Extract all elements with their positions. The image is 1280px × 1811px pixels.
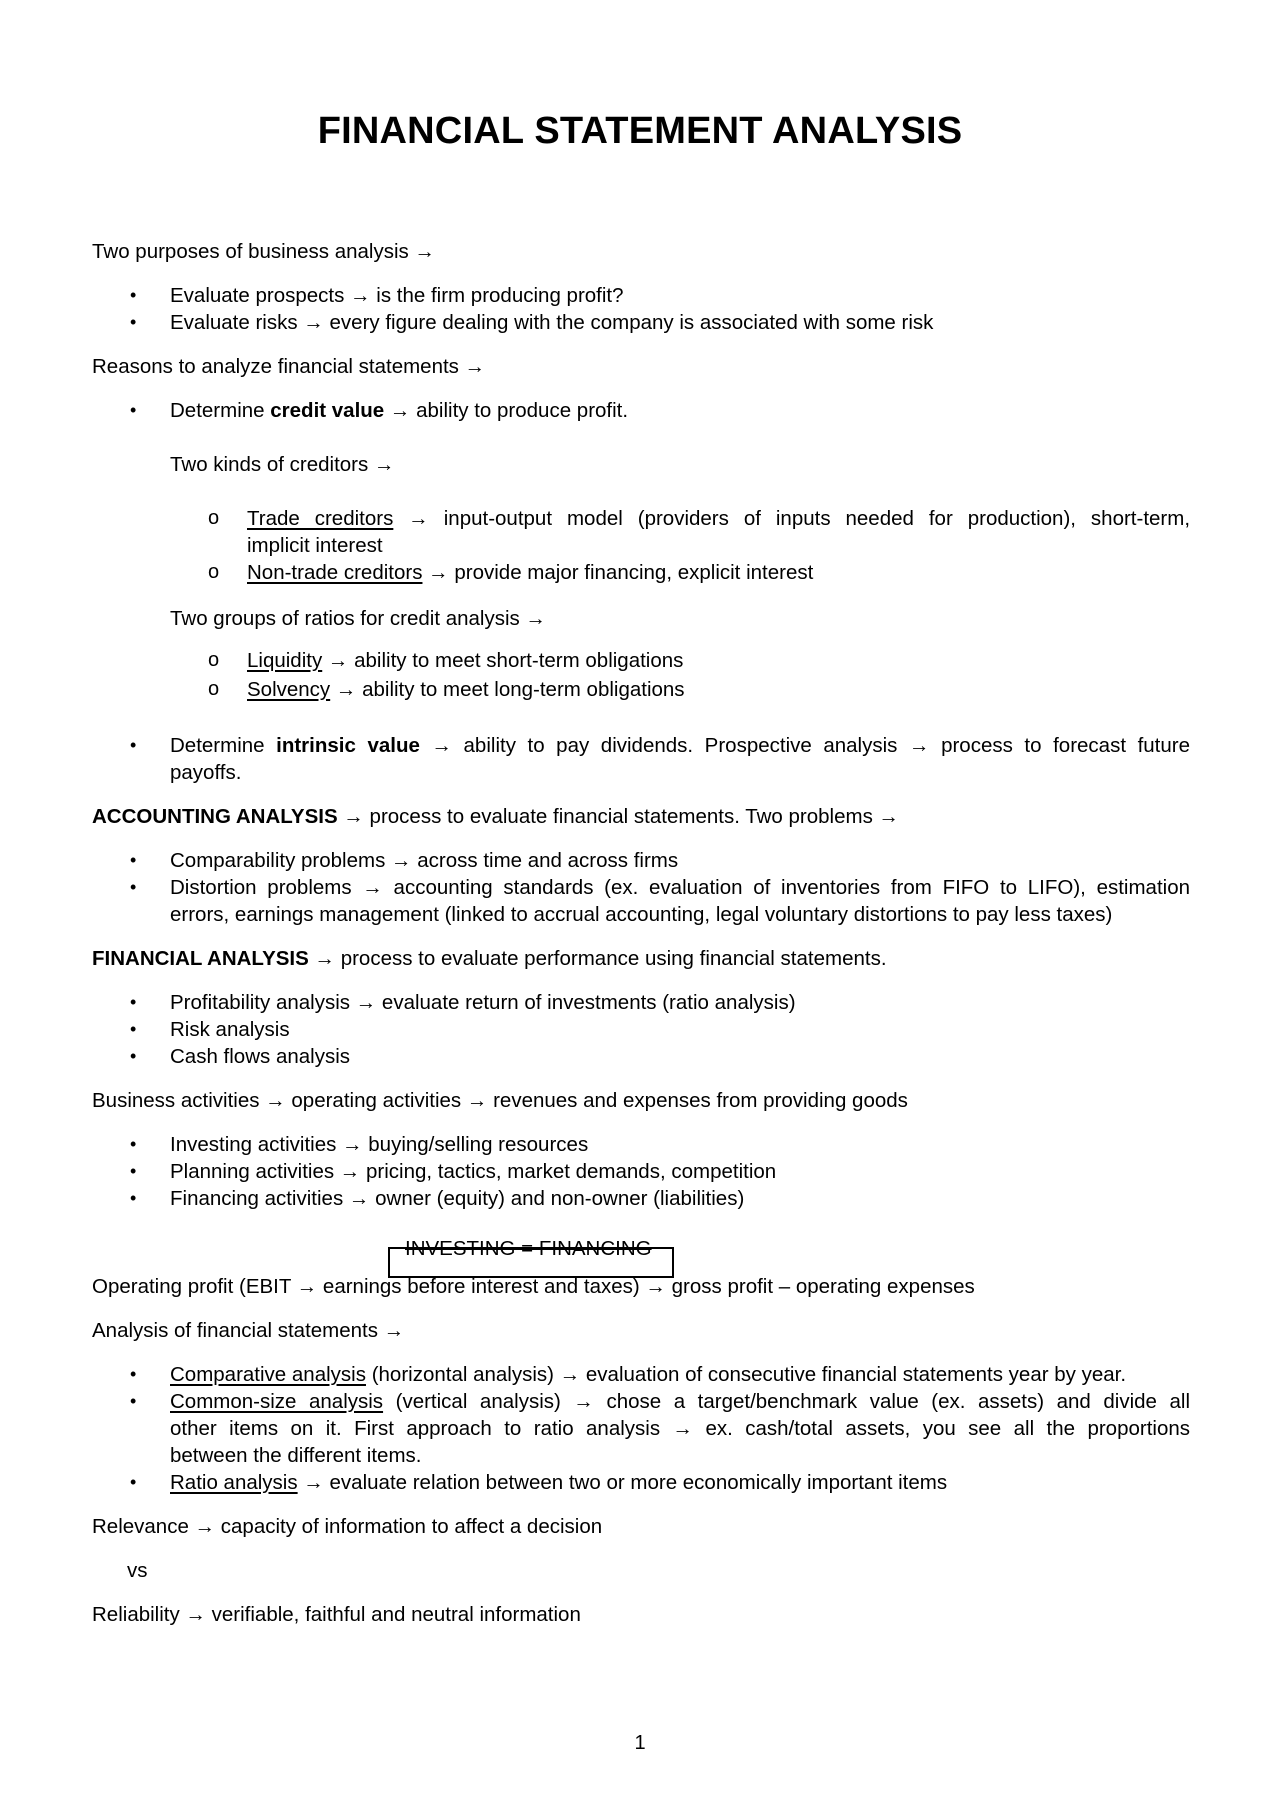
reasons-heading: Reasons to analyze financial statements → bbox=[92, 355, 486, 378]
bullet-icon: • bbox=[130, 1364, 137, 1384]
business-activities-line: Business activities → operating activities → revenues and expenses from providing goods bbox=[92, 1089, 908, 1112]
purpose-item-prospects: Evaluate prospects → is the firm producing profit? bbox=[170, 284, 624, 307]
page-title: FINANCIAL STATEMENT ANALYSIS bbox=[317, 110, 963, 152]
bullet-icon: • bbox=[130, 1046, 137, 1066]
vs-text: vs bbox=[127, 1559, 148, 1582]
creditors-heading: Two kinds of creditors → bbox=[170, 453, 395, 476]
bullet-icon: • bbox=[130, 735, 137, 755]
business-item-investing: Investing activities → buying/selling resources bbox=[170, 1133, 589, 1156]
bullet-icon: • bbox=[130, 312, 137, 332]
analysis-item-common-size-line3: between the different items. bbox=[170, 1444, 422, 1467]
relevance-line: Relevance → capacity of information to affect a decision bbox=[92, 1515, 603, 1538]
ratios-heading: Two groups of ratios for credit analysis → bbox=[170, 607, 546, 630]
reliability-line: Reliability → verifiable, faithful and neutral information bbox=[92, 1603, 581, 1626]
analysis-item-common-size-line2: other items on it. First approach to ratio analysis → ex. cash/total assets, you see all the proportions bbox=[170, 1417, 1191, 1440]
intrinsic-value-line2: payoffs. bbox=[170, 761, 242, 784]
bullet-icon: • bbox=[130, 1161, 137, 1181]
financial-analysis-heading: FINANCIAL ANALYSIS → process to evaluate performance using financial statements. bbox=[92, 947, 887, 970]
purpose-item-risks: Evaluate risks → every figure dealing with the company is associated with some risk bbox=[170, 311, 934, 334]
sub-bullet-icon: o bbox=[208, 507, 220, 529]
bullet-icon: • bbox=[130, 285, 137, 305]
bullet-icon: • bbox=[130, 400, 137, 420]
credit-value-item: Determine credit value → ability to produce profit. bbox=[170, 399, 629, 422]
accounting-item-distortion: Distortion problems → accounting standards (ex. evaluation of inventories from FIFO to LIFO), estimation bbox=[170, 876, 1190, 899]
creditor-item-trade-line2: implicit interest bbox=[247, 534, 383, 557]
bullet-icon: • bbox=[130, 877, 137, 897]
financial-item-cashflows: Cash flows analysis bbox=[170, 1045, 351, 1068]
sub-bullet-icon: o bbox=[208, 561, 220, 583]
accounting-analysis-heading: ACCOUNTING ANALYSIS → process to evaluate financial statements. Two problems → bbox=[92, 805, 900, 828]
page-number: 1 bbox=[634, 1732, 646, 1754]
financial-item-risk: Risk analysis bbox=[170, 1018, 290, 1041]
financial-item-profitability: Profitability analysis → evaluate return of investments (ratio analysis) bbox=[170, 991, 796, 1014]
analysis-item-common-size: Common-size analysis (vertical analysis) → chose a target/benchmark value (ex. assets) and divide all bbox=[170, 1390, 1191, 1413]
sub-bullet-icon: o bbox=[208, 649, 220, 671]
ratio-item-liquidity: Liquidity → ability to meet short-term obligations bbox=[247, 649, 684, 672]
intrinsic-value-item: Determine intrinsic value → ability to pay dividends. Prospective analysis → process to forecast future bbox=[170, 734, 1191, 757]
bullet-icon: • bbox=[130, 992, 137, 1012]
business-item-financing: Financing activities → owner (equity) and non-owner (liabilities) bbox=[170, 1187, 745, 1210]
bullet-icon: • bbox=[130, 1391, 137, 1411]
ratio-item-solvency: Solvency → ability to meet long-term obligations bbox=[247, 678, 685, 701]
purposes-heading: Two purposes of business analysis → bbox=[92, 240, 435, 263]
analysis-heading: Analysis of financial statements → bbox=[92, 1319, 405, 1342]
analysis-item-comparative: Comparative analysis (horizontal analysis) → evaluation of consecutive financial statements year by year. bbox=[170, 1363, 1127, 1386]
accounting-item-comparability: Comparability problems → across time and across firms bbox=[170, 849, 679, 872]
equation-text: INVESTING = FINANCING bbox=[405, 1237, 652, 1260]
operating-profit-line: Operating profit (EBIT → earnings before interest and taxes) → gross profit – operating expenses bbox=[92, 1275, 975, 1298]
sub-bullet-icon: o bbox=[208, 678, 220, 700]
bullet-icon: • bbox=[130, 1188, 137, 1208]
creditor-item-trade: Trade creditors → input-output model (providers of inputs needed for production), short-term, bbox=[247, 507, 1191, 530]
bullet-icon: • bbox=[130, 1019, 137, 1039]
bullet-icon: • bbox=[130, 1134, 137, 1154]
analysis-item-ratio: Ratio analysis → evaluate relation between two or more economically important items bbox=[170, 1471, 948, 1494]
creditor-item-nontrade: Non-trade creditors → provide major financing, explicit interest bbox=[247, 561, 814, 584]
business-item-planning: Planning activities → pricing, tactics, market demands, competition bbox=[170, 1160, 777, 1183]
bullet-icon: • bbox=[130, 1472, 137, 1492]
accounting-item-distortion-line2: errors, earnings management (linked to accrual accounting, legal voluntary distortions to pay less taxes) bbox=[170, 903, 1113, 926]
bullet-icon: • bbox=[130, 850, 137, 870]
